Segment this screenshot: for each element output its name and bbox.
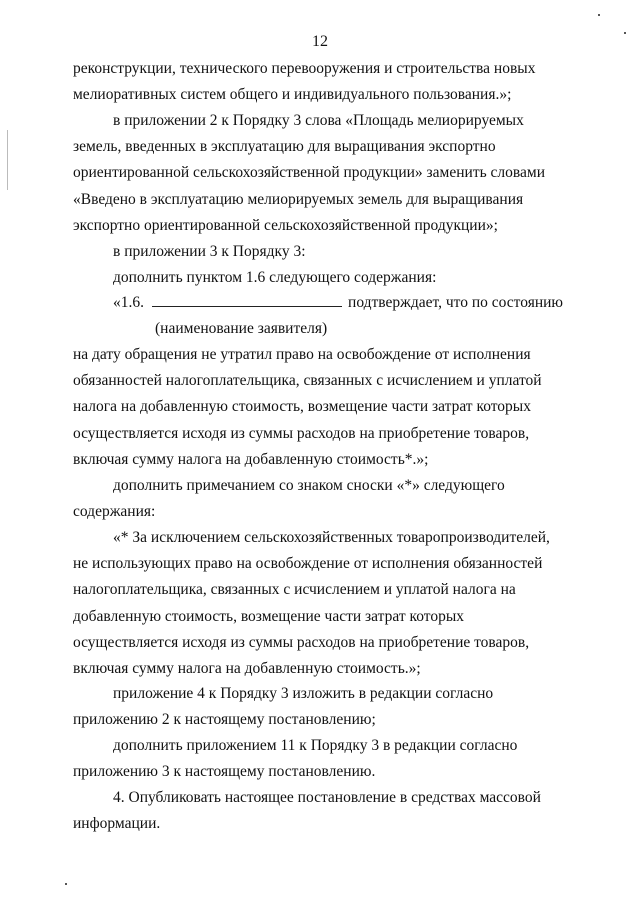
scan-speck <box>624 32 626 34</box>
scan-speck <box>65 883 67 885</box>
applicant-name-blank <box>152 290 342 307</box>
paragraph-vat-exemption: на дату обращения не утратил право на освобождение от исполнения обязанностей налогоплательщика, связанных с исчислением и уплатой налога на добавленную стоимость, возмещение части затрат которых осуществляется исходя из суммы расходов на приобретение товаров, включая сумму налога на добавленную стоимость*.»; <box>73 346 542 468</box>
paragraph-add-footnote: дополнить примечанием со знаком сноски «*» следующего содержания: <box>73 477 505 521</box>
paragraph-continuation: реконструкции, технического перевооружения и строительства новых мелиоративных систем общего и индивидуального пользования.»; <box>73 60 536 104</box>
scan-speck <box>598 14 600 16</box>
form-line-1-6 <box>113 290 563 316</box>
paragraph-add-point-1-6: дополнить пунктом 1.6 следующего содержания: <box>113 269 437 286</box>
scan-edge-mark <box>7 130 8 190</box>
form-prefix: «1.6. <box>113 294 144 311</box>
applicant-caption: (наименование заявителя) <box>155 320 328 337</box>
paragraph-appendix-11: дополнить приложением 11 к Порядку 3 в редакции согласно приложению 3 к настоящему постановлению. <box>73 737 518 781</box>
paragraph-publish: 4. Опубликовать настоящее постановление в средствах массовой информации. <box>73 789 541 833</box>
paragraph-footnote-text: «* За исключением сельскохозяйственных товаропроизводителей, не использующих право на освобождение от исполнения обязанностей налогоплательщика, связанных с исчислением и уплатой налога на добавленную стоимость, возмещение части затрат которых осуществляется исходя из суммы расходов на приобретение товаров, включая сумму налога на добавленную стоимость.»; <box>73 529 550 678</box>
page-number: 12 <box>312 33 328 50</box>
paragraph-appendix-2: в приложении 2 к Порядку 3 слова «Площадь мелиорируемых земель, введенных в эксплуатацию для выращивания экспортно ориентированной сельскохозяйственной продукции» заменить словами «Введено в эксплуатацию мелиорируемых земель для выращивания экспортно ориентированной сельскохозяйственной продукции»; <box>73 112 545 234</box>
form-suffix: подтверждает, что по состоянию <box>348 294 563 311</box>
paragraph-appendix-4: приложение 4 к Порядку 3 изложить в редакции согласно приложению 2 к настоящему постановлению; <box>73 685 494 729</box>
paragraph-appendix-3-intro: в приложении 3 к Порядку 3: <box>113 243 306 260</box>
